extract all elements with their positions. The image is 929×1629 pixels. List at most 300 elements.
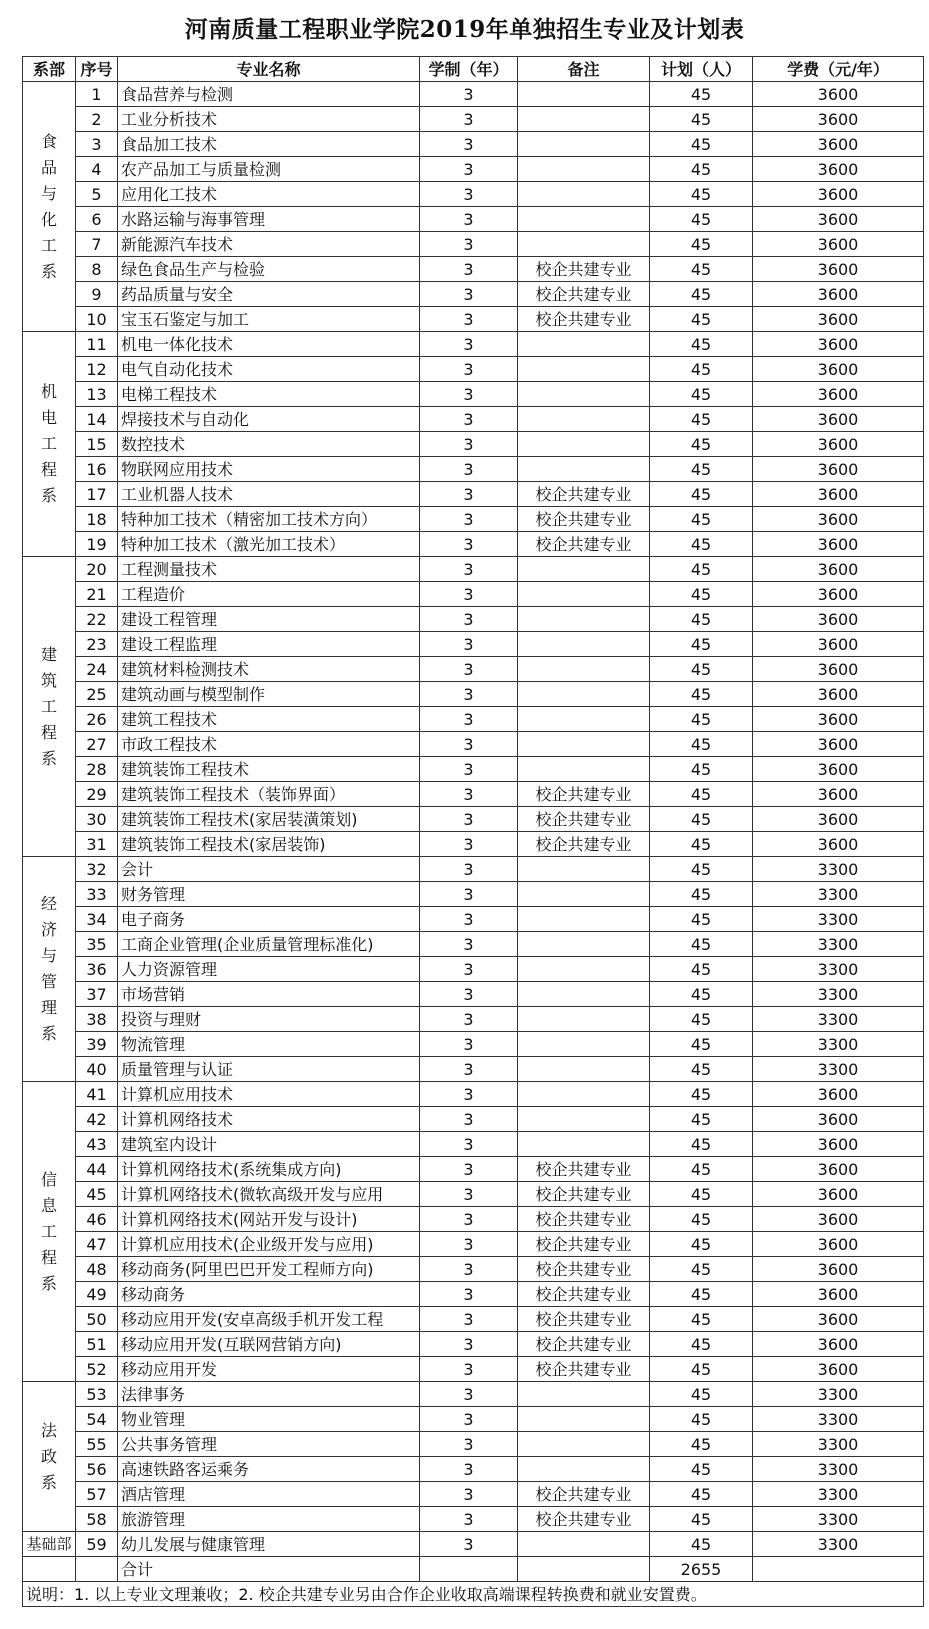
row-number: 39 bbox=[76, 1032, 118, 1057]
remark-cell: 校企共建专业 bbox=[518, 1357, 650, 1382]
row-number: 57 bbox=[76, 1482, 118, 1507]
table-row bbox=[23, 1257, 924, 1282]
major-name: 移动商务(阿里巴巴开发工程师方向) bbox=[118, 1257, 420, 1282]
row-number: 37 bbox=[76, 982, 118, 1007]
remark-cell: 校企共建专业 bbox=[518, 1282, 650, 1307]
study-years: 3 bbox=[420, 232, 518, 257]
plan-count: 45 bbox=[650, 1082, 753, 1107]
row-number: 12 bbox=[76, 357, 118, 382]
study-years: 3 bbox=[420, 707, 518, 732]
study-years: 3 bbox=[420, 1382, 518, 1407]
study-years: 3 bbox=[420, 1432, 518, 1457]
table-row bbox=[23, 507, 924, 532]
row-number: 50 bbox=[76, 1307, 118, 1332]
tuition-fee: 3600 bbox=[753, 1207, 924, 1232]
study-years: 3 bbox=[420, 382, 518, 407]
study-years: 3 bbox=[420, 1507, 518, 1532]
study-years: 3 bbox=[420, 932, 518, 957]
row-number: 52 bbox=[76, 1357, 118, 1382]
row-number: 16 bbox=[76, 457, 118, 482]
major-name: 物联网应用技术 bbox=[118, 457, 420, 482]
department-name: 经济与管理系 bbox=[40, 894, 57, 1043]
plan-count: 45 bbox=[650, 682, 753, 707]
remark-cell: 校企共建专业 bbox=[518, 1257, 650, 1282]
tuition-fee: 3600 bbox=[753, 632, 924, 657]
major-name: 投资与理财 bbox=[118, 1007, 420, 1032]
study-years: 3 bbox=[420, 407, 518, 432]
remark-cell bbox=[518, 1432, 650, 1457]
table-row bbox=[23, 1057, 924, 1082]
major-name: 食品加工技术 bbox=[118, 132, 420, 157]
table-row bbox=[23, 682, 924, 707]
tuition-fee: 3600 bbox=[753, 182, 924, 207]
remark-cell bbox=[518, 132, 650, 157]
tuition-fee: 3300 bbox=[753, 907, 924, 932]
row-number: 25 bbox=[76, 682, 118, 707]
table-row bbox=[23, 1407, 924, 1432]
study-years: 3 bbox=[420, 982, 518, 1007]
plan-count: 45 bbox=[650, 857, 753, 882]
major-name: 旅游管理 bbox=[118, 1507, 420, 1532]
study-years: 3 bbox=[420, 907, 518, 932]
study-years: 3 bbox=[420, 957, 518, 982]
row-number: 59 bbox=[76, 1532, 118, 1557]
study-years: 3 bbox=[420, 532, 518, 557]
study-years: 3 bbox=[420, 207, 518, 232]
major-name: 酒店管理 bbox=[118, 1482, 420, 1507]
enrollment-plan-table bbox=[22, 56, 924, 1607]
row-number: 34 bbox=[76, 907, 118, 932]
plan-count: 45 bbox=[650, 557, 753, 582]
study-years: 3 bbox=[420, 1307, 518, 1332]
tuition-fee: 3600 bbox=[753, 707, 924, 732]
major-name: 工程测量技术 bbox=[118, 557, 420, 582]
row-number: 43 bbox=[76, 1132, 118, 1157]
study-years: 3 bbox=[420, 1232, 518, 1257]
major-name: 农产品加工与质量检测 bbox=[118, 157, 420, 182]
table-body bbox=[23, 82, 924, 1557]
plan-count: 45 bbox=[650, 1432, 753, 1457]
plan-count: 45 bbox=[650, 632, 753, 657]
remark-cell bbox=[518, 607, 650, 632]
plan-count: 45 bbox=[650, 507, 753, 532]
study-years: 3 bbox=[420, 782, 518, 807]
plan-count: 45 bbox=[650, 407, 753, 432]
plan-count: 45 bbox=[650, 232, 753, 257]
tuition-fee: 3300 bbox=[753, 1532, 924, 1557]
remark-cell: 校企共建专业 bbox=[518, 507, 650, 532]
row-number: 42 bbox=[76, 1107, 118, 1132]
table-row bbox=[23, 482, 924, 507]
plan-count: 45 bbox=[650, 1107, 753, 1132]
study-years: 3 bbox=[420, 307, 518, 332]
table-row bbox=[23, 232, 924, 257]
header-plan: 计划（人） bbox=[650, 57, 753, 82]
total-row bbox=[23, 1557, 924, 1582]
remark-cell: 校企共建专业 bbox=[518, 1232, 650, 1257]
tuition-fee: 3600 bbox=[753, 682, 924, 707]
remark-cell: 校企共建专业 bbox=[518, 782, 650, 807]
row-number: 18 bbox=[76, 507, 118, 532]
tuition-fee: 3600 bbox=[753, 107, 924, 132]
row-number: 56 bbox=[76, 1457, 118, 1482]
row-number: 3 bbox=[76, 132, 118, 157]
table-row bbox=[23, 1307, 924, 1332]
remark-cell bbox=[518, 757, 650, 782]
tuition-fee: 3600 bbox=[753, 382, 924, 407]
plan-count: 45 bbox=[650, 1532, 753, 1557]
row-number: 11 bbox=[76, 332, 118, 357]
major-name: 电梯工程技术 bbox=[118, 382, 420, 407]
tuition-fee: 3600 bbox=[753, 232, 924, 257]
plan-count: 45 bbox=[650, 657, 753, 682]
study-years: 3 bbox=[420, 1282, 518, 1307]
footnote: 说明：1. 以上专业文理兼收；2. 校企共建专业另由合作企业收取高端课程转换费和就业安置费。 bbox=[23, 1582, 924, 1607]
tuition-fee: 3300 bbox=[753, 882, 924, 907]
remark-cell: 校企共建专业 bbox=[518, 1182, 650, 1207]
major-name: 人力资源管理 bbox=[118, 957, 420, 982]
row-number: 26 bbox=[76, 707, 118, 732]
major-name: 数控技术 bbox=[118, 432, 420, 457]
plan-count: 45 bbox=[650, 707, 753, 732]
plan-count: 45 bbox=[650, 257, 753, 282]
row-number: 29 bbox=[76, 782, 118, 807]
tuition-fee: 3300 bbox=[753, 1382, 924, 1407]
study-years: 3 bbox=[420, 1482, 518, 1507]
remark-cell bbox=[518, 1032, 650, 1057]
row-number: 9 bbox=[76, 282, 118, 307]
study-years: 3 bbox=[420, 807, 518, 832]
department-cell bbox=[23, 332, 76, 557]
study-years: 3 bbox=[420, 157, 518, 182]
remark-cell bbox=[518, 1407, 650, 1432]
study-years: 3 bbox=[420, 357, 518, 382]
tuition-fee: 3300 bbox=[753, 1007, 924, 1032]
tuition-fee: 3300 bbox=[753, 1432, 924, 1457]
table-row bbox=[23, 907, 924, 932]
study-years: 3 bbox=[420, 182, 518, 207]
study-years: 3 bbox=[420, 332, 518, 357]
major-name: 移动商务 bbox=[118, 1282, 420, 1307]
table-row bbox=[23, 1357, 924, 1382]
row-number: 32 bbox=[76, 857, 118, 882]
tuition-fee: 3600 bbox=[753, 1082, 924, 1107]
table-row bbox=[23, 1132, 924, 1157]
plan-count: 45 bbox=[650, 207, 753, 232]
major-name: 计算机网络技术(网站开发与设计) bbox=[118, 1207, 420, 1232]
remark-cell bbox=[518, 357, 650, 382]
department-name: 信息工程系 bbox=[40, 1169, 57, 1293]
major-name: 建筑装饰工程技术(家居装潢策划) bbox=[118, 807, 420, 832]
major-name: 建设工程管理 bbox=[118, 607, 420, 632]
plan-count: 45 bbox=[650, 582, 753, 607]
total-plan: 2655 bbox=[650, 1557, 753, 1582]
tuition-fee: 3600 bbox=[753, 1107, 924, 1132]
remark-cell bbox=[518, 332, 650, 357]
study-years: 3 bbox=[420, 432, 518, 457]
plan-count: 45 bbox=[650, 607, 753, 632]
row-number: 36 bbox=[76, 957, 118, 982]
major-name: 计算机网络技术(微软高级开发与应用 bbox=[118, 1182, 420, 1207]
plan-count: 45 bbox=[650, 732, 753, 757]
study-years: 3 bbox=[420, 682, 518, 707]
major-name: 特种加工技术（激光加工技术） bbox=[118, 532, 420, 557]
major-name: 焊接技术与自动化 bbox=[118, 407, 420, 432]
table-row bbox=[23, 582, 924, 607]
remark-cell bbox=[518, 582, 650, 607]
major-name: 幼儿发展与健康管理 bbox=[118, 1532, 420, 1557]
row-number: 28 bbox=[76, 757, 118, 782]
major-name: 移动应用开发(安卓高级手机开发工程 bbox=[118, 1307, 420, 1332]
major-name: 药品质量与安全 bbox=[118, 282, 420, 307]
study-years: 3 bbox=[420, 1332, 518, 1357]
header-years: 学制（年） bbox=[420, 57, 518, 82]
department-cell bbox=[23, 1382, 76, 1532]
table-row bbox=[23, 557, 924, 582]
major-name: 水路运输与海事管理 bbox=[118, 207, 420, 232]
table-row bbox=[23, 357, 924, 382]
plan-count: 45 bbox=[650, 1207, 753, 1232]
row-number: 45 bbox=[76, 1182, 118, 1207]
tuition-fee: 3600 bbox=[753, 782, 924, 807]
plan-count: 45 bbox=[650, 982, 753, 1007]
plan-count: 45 bbox=[650, 957, 753, 982]
row-number: 1 bbox=[76, 82, 118, 107]
major-name: 建筑装饰工程技术 bbox=[118, 757, 420, 782]
major-name: 财务管理 bbox=[118, 882, 420, 907]
tuition-fee: 3600 bbox=[753, 1182, 924, 1207]
study-years: 3 bbox=[420, 457, 518, 482]
table-row bbox=[23, 282, 924, 307]
table-row bbox=[23, 1007, 924, 1032]
study-years: 3 bbox=[420, 732, 518, 757]
row-number: 15 bbox=[76, 432, 118, 457]
tuition-fee: 3600 bbox=[753, 332, 924, 357]
tuition-fee: 3300 bbox=[753, 932, 924, 957]
plan-count: 45 bbox=[650, 757, 753, 782]
remark-cell bbox=[518, 407, 650, 432]
table-row bbox=[23, 1507, 924, 1532]
remark-cell: 校企共建专业 bbox=[518, 1157, 650, 1182]
table-row bbox=[23, 1182, 924, 1207]
remark-cell bbox=[518, 1132, 650, 1157]
study-years: 3 bbox=[420, 282, 518, 307]
row-number: 44 bbox=[76, 1157, 118, 1182]
header-major: 专业名称 bbox=[118, 57, 420, 82]
major-name: 高速铁路客运乘务 bbox=[118, 1457, 420, 1482]
study-years: 3 bbox=[420, 1057, 518, 1082]
table-row bbox=[23, 932, 924, 957]
study-years: 3 bbox=[420, 257, 518, 282]
row-number: 40 bbox=[76, 1057, 118, 1082]
table-row bbox=[23, 1282, 924, 1307]
study-years: 3 bbox=[420, 1157, 518, 1182]
table-row bbox=[23, 807, 924, 832]
table-row bbox=[23, 1207, 924, 1232]
major-name: 法律事务 bbox=[118, 1382, 420, 1407]
department-name: 食品与化工系 bbox=[40, 131, 57, 281]
study-years: 3 bbox=[420, 107, 518, 132]
study-years: 3 bbox=[420, 1357, 518, 1382]
remark-cell bbox=[518, 1057, 650, 1082]
major-name: 公共事务管理 bbox=[118, 1432, 420, 1457]
tuition-fee: 3300 bbox=[753, 957, 924, 982]
plan-count: 45 bbox=[650, 1157, 753, 1182]
study-years: 3 bbox=[420, 1407, 518, 1432]
total-fee-cell bbox=[753, 1557, 924, 1582]
remark-cell: 校企共建专业 bbox=[518, 1307, 650, 1332]
row-number: 53 bbox=[76, 1382, 118, 1407]
study-years: 3 bbox=[420, 1007, 518, 1032]
remark-cell bbox=[518, 1082, 650, 1107]
major-name: 物业管理 bbox=[118, 1407, 420, 1432]
tuition-fee: 3600 bbox=[753, 82, 924, 107]
row-number: 41 bbox=[76, 1082, 118, 1107]
table-row bbox=[23, 307, 924, 332]
plan-count: 45 bbox=[650, 1357, 753, 1382]
plan-count: 45 bbox=[650, 1132, 753, 1157]
study-years: 3 bbox=[420, 882, 518, 907]
remark-cell bbox=[518, 82, 650, 107]
remark-cell: 校企共建专业 bbox=[518, 1482, 650, 1507]
row-number: 30 bbox=[76, 807, 118, 832]
major-name: 工业机器人技术 bbox=[118, 482, 420, 507]
remark-cell bbox=[518, 557, 650, 582]
plan-count: 45 bbox=[650, 1332, 753, 1357]
tuition-fee: 3600 bbox=[753, 357, 924, 382]
plan-count: 45 bbox=[650, 1382, 753, 1407]
table-row bbox=[23, 1457, 924, 1482]
major-name: 工业分析技术 bbox=[118, 107, 420, 132]
remark-cell bbox=[518, 882, 650, 907]
plan-count: 45 bbox=[650, 882, 753, 907]
study-years: 3 bbox=[420, 582, 518, 607]
study-years: 3 bbox=[420, 1257, 518, 1282]
row-number: 24 bbox=[76, 657, 118, 682]
study-years: 3 bbox=[420, 632, 518, 657]
row-number: 47 bbox=[76, 1232, 118, 1257]
remark-cell bbox=[518, 1007, 650, 1032]
tuition-fee: 3300 bbox=[753, 1057, 924, 1082]
tuition-fee: 3300 bbox=[753, 1507, 924, 1532]
plan-count: 45 bbox=[650, 1457, 753, 1482]
row-number: 38 bbox=[76, 1007, 118, 1032]
tuition-fee: 3600 bbox=[753, 157, 924, 182]
row-number: 49 bbox=[76, 1282, 118, 1307]
tuition-fee: 3600 bbox=[753, 1332, 924, 1357]
study-years: 3 bbox=[420, 607, 518, 632]
tuition-fee: 3300 bbox=[753, 1457, 924, 1482]
table-row bbox=[23, 632, 924, 657]
major-name: 计算机网络技术 bbox=[118, 1107, 420, 1132]
remark-cell: 校企共建专业 bbox=[518, 832, 650, 857]
study-years: 3 bbox=[420, 1032, 518, 1057]
table-row bbox=[23, 432, 924, 457]
department-name: 建筑工程系 bbox=[40, 644, 57, 768]
row-number: 48 bbox=[76, 1257, 118, 1282]
study-years: 3 bbox=[420, 657, 518, 682]
major-name: 移动应用开发 bbox=[118, 1357, 420, 1382]
tuition-fee: 3300 bbox=[753, 1407, 924, 1432]
remark-cell bbox=[518, 632, 650, 657]
plan-count: 45 bbox=[650, 782, 753, 807]
table-row bbox=[23, 82, 924, 107]
tuition-fee: 3600 bbox=[753, 1132, 924, 1157]
row-number: 35 bbox=[76, 932, 118, 957]
remark-cell bbox=[518, 1107, 650, 1132]
table-row bbox=[23, 1432, 924, 1457]
table-row bbox=[23, 407, 924, 432]
plan-count: 45 bbox=[650, 332, 753, 357]
remark-cell bbox=[518, 657, 650, 682]
row-number: 54 bbox=[76, 1407, 118, 1432]
department-cell bbox=[23, 1082, 76, 1382]
major-name: 建设工程监理 bbox=[118, 632, 420, 657]
table-row bbox=[23, 1082, 924, 1107]
row-number: 14 bbox=[76, 407, 118, 432]
total-remark-cell bbox=[518, 1557, 650, 1582]
department-cell bbox=[23, 857, 76, 1082]
tuition-fee: 3600 bbox=[753, 1257, 924, 1282]
study-years: 3 bbox=[420, 1107, 518, 1132]
major-name: 建筑动画与模型制作 bbox=[118, 682, 420, 707]
remark-cell bbox=[518, 182, 650, 207]
table-row bbox=[23, 132, 924, 157]
table-row bbox=[23, 1232, 924, 1257]
plan-count: 45 bbox=[650, 457, 753, 482]
plan-count: 45 bbox=[650, 1182, 753, 1207]
tuition-fee: 3300 bbox=[753, 1482, 924, 1507]
remark-cell bbox=[518, 232, 650, 257]
remark-cell bbox=[518, 1532, 650, 1557]
department-cell bbox=[23, 557, 76, 857]
remark-cell: 校企共建专业 bbox=[518, 307, 650, 332]
table-row bbox=[23, 1157, 924, 1182]
remark-cell bbox=[518, 382, 650, 407]
table-row bbox=[23, 182, 924, 207]
plan-count: 45 bbox=[650, 932, 753, 957]
row-number: 51 bbox=[76, 1332, 118, 1357]
study-years: 3 bbox=[420, 482, 518, 507]
table-row bbox=[23, 1032, 924, 1057]
remark-cell bbox=[518, 432, 650, 457]
department-cell bbox=[23, 82, 76, 332]
remark-cell bbox=[518, 707, 650, 732]
table-row bbox=[23, 382, 924, 407]
remark-cell bbox=[518, 1382, 650, 1407]
remark-cell bbox=[518, 857, 650, 882]
major-name: 物流管理 bbox=[118, 1032, 420, 1057]
plan-count: 45 bbox=[650, 432, 753, 457]
major-name: 计算机网络技术(系统集成方向) bbox=[118, 1157, 420, 1182]
table-row bbox=[23, 957, 924, 982]
tuition-fee: 3600 bbox=[753, 407, 924, 432]
major-name: 建筑室内设计 bbox=[118, 1132, 420, 1157]
tuition-fee: 3300 bbox=[753, 857, 924, 882]
plan-count: 45 bbox=[650, 1257, 753, 1282]
tuition-fee: 3600 bbox=[753, 282, 924, 307]
study-years: 3 bbox=[420, 1132, 518, 1157]
table-row bbox=[23, 832, 924, 857]
study-years: 3 bbox=[420, 757, 518, 782]
row-number: 13 bbox=[76, 382, 118, 407]
remark-cell bbox=[518, 932, 650, 957]
table-row bbox=[23, 657, 924, 682]
row-number: 33 bbox=[76, 882, 118, 907]
header-fee: 学费（元/年） bbox=[753, 57, 924, 82]
row-number: 17 bbox=[76, 482, 118, 507]
department-name: 基础部 bbox=[26, 1534, 72, 1553]
